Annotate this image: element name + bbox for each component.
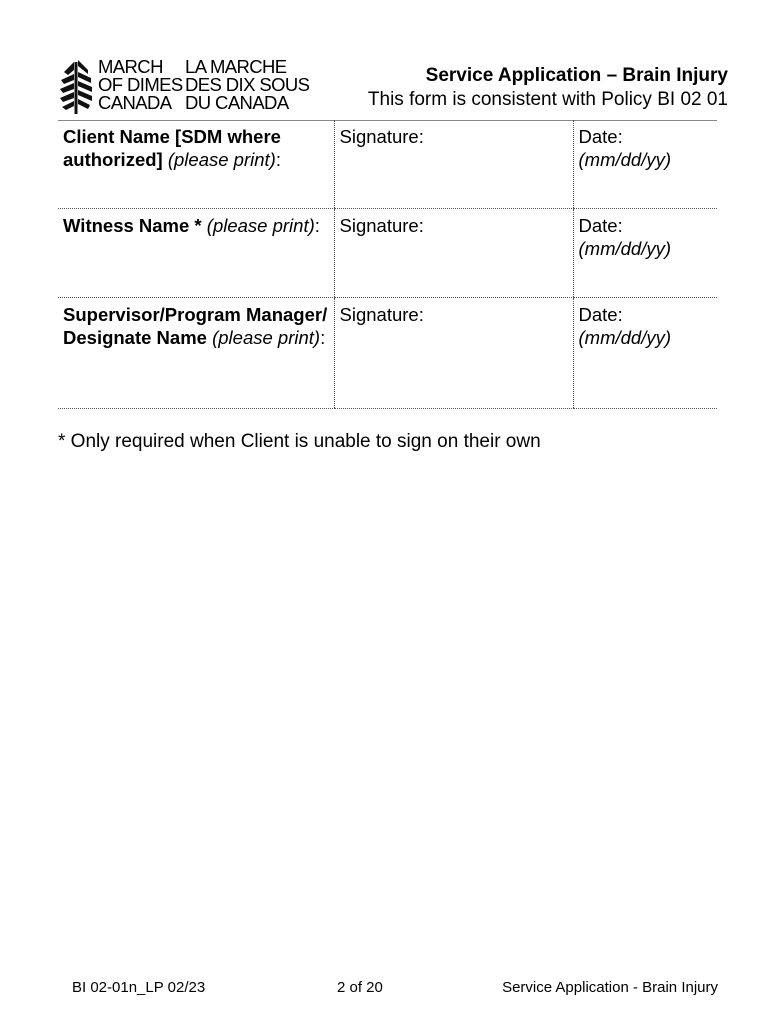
field-hint: (please print) bbox=[206, 215, 315, 236]
date-label: Date: bbox=[578, 215, 623, 236]
date-label: Date: bbox=[578, 304, 623, 325]
witness-name-field[interactable] bbox=[58, 209, 334, 298]
logo-line: LA MARCHE bbox=[185, 56, 287, 77]
supervisor-signature-field[interactable] bbox=[334, 298, 573, 409]
supervisor-date-field[interactable] bbox=[573, 298, 717, 409]
tree-emblem-icon bbox=[58, 58, 94, 114]
march-of-dimes-logo bbox=[58, 56, 310, 114]
date-format-hint: (mm/dd/yy) bbox=[578, 149, 671, 170]
client-signature-row bbox=[58, 120, 717, 209]
logo-text-french bbox=[185, 58, 309, 112]
client-date-field[interactable] bbox=[573, 120, 717, 209]
logo-line: CANADA bbox=[98, 92, 172, 113]
signature-table bbox=[58, 120, 717, 409]
signature-label: Signature: bbox=[339, 126, 424, 147]
document-title: Service Application – Brain Injury bbox=[425, 65, 728, 86]
logo-line: MARCH bbox=[98, 56, 163, 77]
witness-footnote: * Only required when Client is unable to sign on their own bbox=[58, 431, 541, 452]
footer-title: Service Application - Brain Injury bbox=[502, 979, 718, 996]
page-number: 2 of 20 bbox=[337, 979, 383, 996]
policy-reference: This form is consistent with Policy BI 02 01 bbox=[367, 89, 728, 110]
date-format-hint: (mm/dd/yy) bbox=[578, 327, 671, 348]
field-colon: : bbox=[275, 149, 281, 170]
supervisor-signature-row bbox=[58, 298, 717, 409]
field-label: Supervisor/Program Manager/ Designate Name bbox=[63, 304, 328, 348]
field-label: Witness Name * bbox=[63, 215, 202, 236]
logo-text-english bbox=[98, 58, 183, 112]
form-code: BI 02-01n_LP 02/23 bbox=[72, 979, 206, 996]
field-colon: : bbox=[320, 327, 326, 348]
client-name-field[interactable] bbox=[58, 120, 334, 209]
field-hint: (please print) bbox=[167, 149, 276, 170]
field-label: Client Name [SDM where authorized] bbox=[63, 126, 281, 170]
witness-date-field[interactable] bbox=[573, 209, 717, 298]
client-signature-field[interactable] bbox=[334, 120, 573, 209]
signature-label: Signature: bbox=[339, 215, 424, 236]
date-format-hint: (mm/dd/yy) bbox=[578, 238, 671, 259]
logo-line: DU CANADA bbox=[185, 92, 289, 113]
signature-label: Signature: bbox=[339, 304, 424, 325]
field-colon: : bbox=[314, 215, 320, 236]
logo-line: OF DIMES bbox=[98, 74, 183, 95]
supervisor-name-field[interactable] bbox=[58, 298, 334, 409]
witness-signature-field[interactable] bbox=[334, 209, 573, 298]
witness-signature-row bbox=[58, 209, 717, 298]
logo-line: DES DIX SOUS bbox=[185, 74, 310, 95]
field-hint: (please print) bbox=[212, 327, 321, 348]
date-label: Date: bbox=[578, 126, 623, 147]
